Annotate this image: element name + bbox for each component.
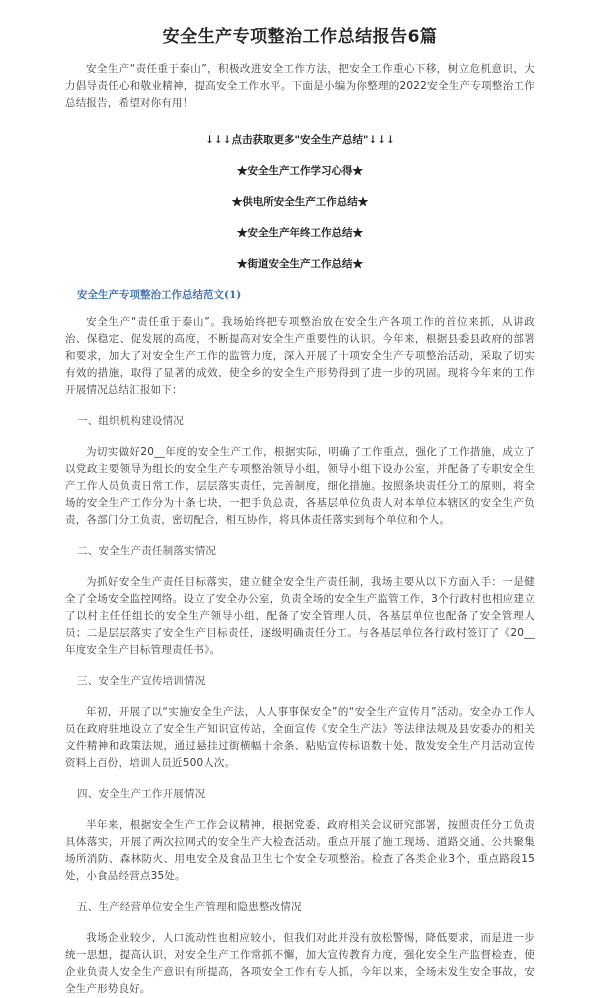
section-paragraph-5: 我场企业较少，人口流动性也相应较小，但我们对此并没有放松警惕，降低要求，而是进一步统一思想，提高认识，对安全生产工作常抓不懈，加大宣传教育力度，强化安全生产监督检查，使企业负责人安全生产意识有所提高，各项安全工作有专人抓，今年以来，全场未发生安全事故，安全生产形势良好。 [65,932,535,995]
section-heading-2: 二、安全生产责任制落实情况 [77,545,217,557]
section-paragraph-1: 为切实做好20__年度的安全生产工作，根据实际，明确了工作重点，强化了工作措施，成立了以党政主要领导为组长的安全生产专项整治领导小组，领导小组下设办公室，并配备了专职安全生产工作人员负责日常工作，层层落实责任，完善制度，细化措施。按照条块责任分工的原则，将全场的安全生产工作分为十条七块，一把手负总责，各基层单位负责人对本单位本辖区的安全生产负责，各部门分工负责，密切配合，相互协作，将具体责任落实到每个单位和个人。 [65,446,535,526]
section-paragraph-3: 年初，开展了以“实施安全生产法，人人事事保安全”的“安全生产宣传月”活动。安全办工作人员在政府驻地设立了安全生产知识宣传站，全面宣传《安全生产法》等法律法规及县安委办的相关文件精神和政策法规，通过悬挂过街横幅十余条、粘贴宣传标语数十处、散发安全生产月活动宣传资料上百份，培训人员近500人次。 [65,706,535,769]
section-paragraph-4: 半年来，根据安全生产工作会议精神，根据党委、政府相关会议研究部署，按照责任分工负责具体落实，开展了两次拉网式的安全生产大检查活动。重点开展了施工现场、道路交通、公共聚集场所消防、森林防火、用电安全及食品卫生七个安全专项整治。检查了各类企业3个，重点路段15处，小食品经营点35处。 [65,819,535,882]
section-heading-5: 五、生产经营单位安全生产管理和隐患整改情况 [77,901,302,913]
section-heading-3: 三、安全生产宣传培训情况 [77,675,206,687]
main-paragraph: 安全生产“责任重于泰山”。我场始终把专项整治放在安全生产各项工作的首位来抓，从讲政治、保稳定、促发展的高度，不断提高对安全生产重要性的认识。今年来，根据县委县政府的部署和要求，加大了对安全生产工作的监管力度，深入开展了十项安全生产专项整治活动，采取了切实有效的措施，取得了显著的成效，使全乡的安全生产形势得到了进一步的巩固。现将今年来的工作开展情况总结汇报如下： [65,316,535,396]
section-paragraph-2: 为抓好安全生产责任目标落实，建立健全安全生产责任制，我场主要从以下方面入手：一是健全了全场安全监控网络。设立了安全办公室，负责全场的安全生产监管工作，3个行政村也相应建立了以村主任任组长的安全生产领导小组，配备了安全管理人员，各基层单位也配备了安全管理人员；二是层层落实了安全生产目标责任，逐级明确责任分工。与各基层单位各行政村签订了《20__年度安全生产目标管理责任书》。 [65,576,535,656]
more-summaries-link[interactable]: ↓↓↓点击获取更多"安全生产总结"↓↓↓ [205,134,395,146]
link-study-notes[interactable]: ★安全生产工作学习心得★ [237,165,363,177]
link-street-summary[interactable]: ★街道安全生产工作总结★ [237,258,363,270]
document-title: 安全生产专项整治工作总结报告6篇 [162,27,438,47]
section-heading-4: 四、安全生产工作开展情况 [77,788,206,800]
related-links [65,132,535,272]
intro-paragraph: 安全生产“责任重于泰山”，积极改进安全工作方法，把安全工作重心下移，树立危机意识，大力倡导责任心和敬业精神，提高安全工作水平。下面是小编为你整理的2022安全生产专项整治工作总结报告，希望对你有用！ [65,63,535,109]
link-year-end-summary[interactable]: ★安全生产年终工作总结★ [237,227,363,239]
section-heading-1: 一、组织机构建设情况 [77,415,184,427]
section-subtitle: 安全生产专项整治工作总结范文(1) [77,289,242,301]
link-power-station-summary[interactable]: ★供电所安全生产工作总结★ [231,196,369,208]
